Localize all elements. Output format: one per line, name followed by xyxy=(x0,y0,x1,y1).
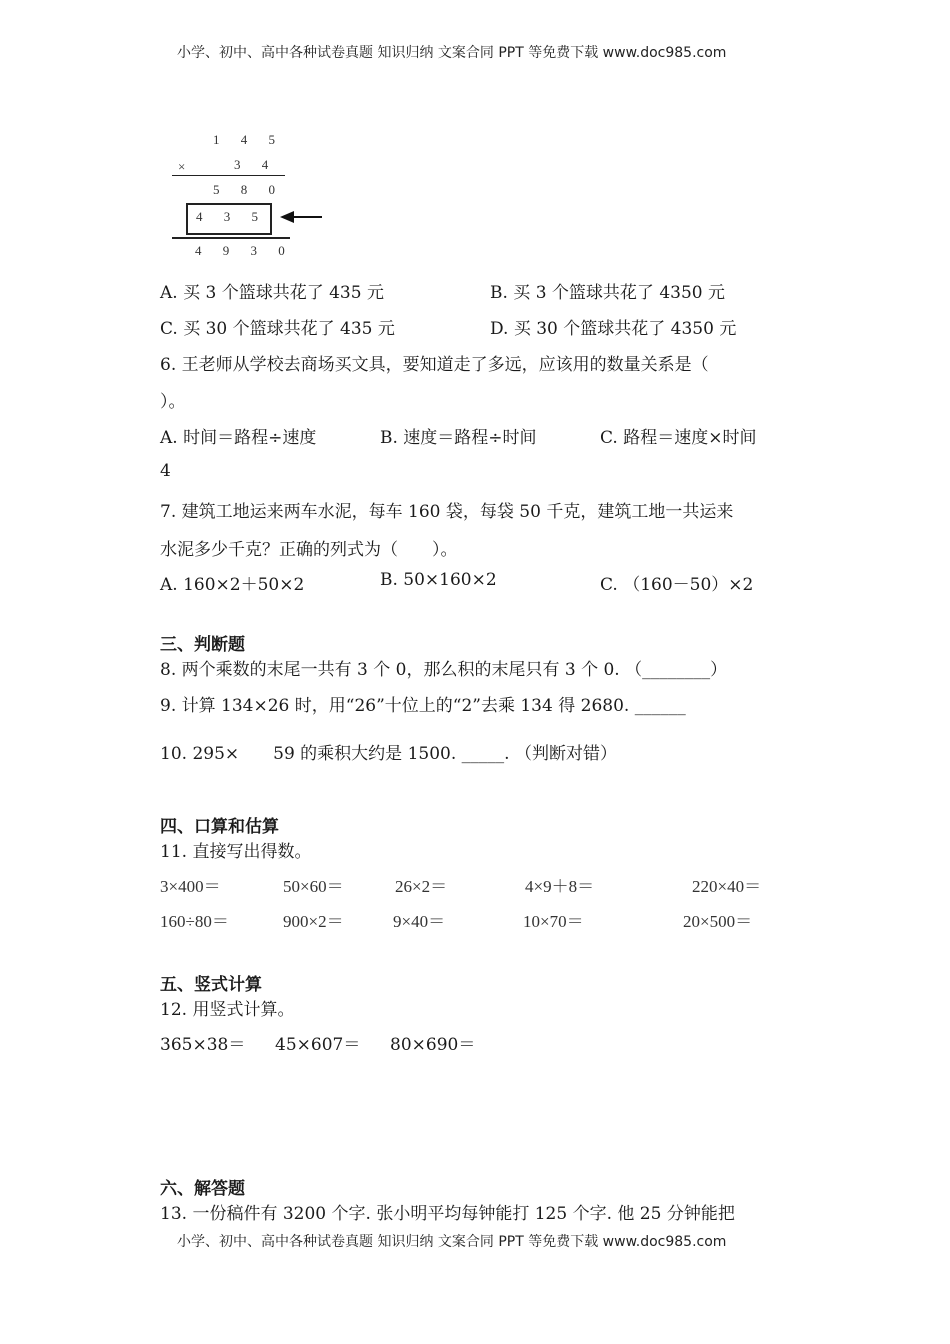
calc-partial-1: 5 8 0 xyxy=(213,182,284,197)
mental-item: 3×400＝ xyxy=(160,877,221,896)
q7-option-a: A. 160×2＋50×2 xyxy=(160,575,305,595)
mental-item: 10×70＝ xyxy=(523,912,584,931)
q6-option-c: C. 路程＝速度×时间 xyxy=(600,428,757,448)
q13-text: 13. 一份稿件有 3200 个字. 张小明平均每钟能打 125 个字. 他 25 分钟能把 xyxy=(160,1204,735,1224)
q10-text: 10. 295× 59 的乘积大约是 1500. _____. （判断对错） xyxy=(160,744,617,764)
q7-option-c: C. （160－50）×2 xyxy=(600,575,754,595)
q7-text-line1: 7. 建筑工地运来两车水泥，每车 160 袋，每袋 50 千克，建筑工地一共运来 xyxy=(160,502,734,522)
q5-option-b: B. 买 3 个篮球共花了 4350 元 xyxy=(490,283,725,303)
arrow-left-icon xyxy=(280,210,324,224)
section-title-vertical-calc: 五、竖式计算 xyxy=(160,975,262,995)
mental-item: 50×60＝ xyxy=(283,877,344,896)
calc-multiplicand: 1 4 5 xyxy=(213,132,284,147)
calc-product: 4 9 3 0 xyxy=(195,243,294,258)
calc-divider-1 xyxy=(172,175,285,176)
mental-item: 9×40＝ xyxy=(393,912,446,931)
mental-item: 900×2＝ xyxy=(283,912,344,931)
page-number: 4 xyxy=(160,461,171,481)
vertical-item: 365×38＝ xyxy=(160,1035,246,1055)
q8-text: 8. 两个乘数的末尾一共有 3 个 0，那么积的末尾只有 3 个 0. （________） xyxy=(160,660,728,680)
q5-option-d: D. 买 30 个篮球共花了 4350 元 xyxy=(490,319,737,339)
calc-multiplier: 3 4 xyxy=(234,157,278,172)
q9-text: 9. 计算 134×26 时，用“26”十位上的“2”去乘 134 得 2680. ______ xyxy=(160,696,686,716)
q5-option-a: A. 买 3 个篮球共花了 435 元 xyxy=(160,283,384,303)
page-header: 小学、初中、高中各种试卷真题 知识归纳 文案合同 PPT 等免费下载 www.doc985.com xyxy=(177,45,727,61)
section-title-mental-math: 四、口算和估算 xyxy=(160,817,279,837)
mental-item: 220×40＝ xyxy=(692,877,762,896)
vertical-item: 45×607＝ xyxy=(275,1035,361,1055)
vertical-item: 80×690＝ xyxy=(390,1035,476,1055)
mental-item: 4×9＋8＝ xyxy=(525,877,595,896)
mental-item: 26×2＝ xyxy=(395,877,448,896)
mental-item: 160÷80＝ xyxy=(160,912,229,931)
calc-partial-2: 4 3 5 xyxy=(196,209,267,224)
q6-option-a: A. 时间＝路程÷速度 xyxy=(160,428,317,448)
q6-text-line2: ）。 xyxy=(160,392,186,412)
page-footer: 小学、初中、高中各种试卷真题 知识归纳 文案合同 PPT 等免费下载 www.doc985.com xyxy=(177,1234,727,1250)
q6-option-b: B. 速度＝路程÷时间 xyxy=(380,428,537,448)
q7-text-line2: 水泥多少千克？正确的列式为（ ）。 xyxy=(160,540,458,560)
section-title-word-problems: 六、解答题 xyxy=(160,1179,245,1199)
calc-times-sign: × xyxy=(178,159,186,174)
q5-option-c: C. 买 30 个篮球共花了 435 元 xyxy=(160,319,395,339)
calc-divider-2 xyxy=(172,237,290,239)
q11-text: 11. 直接写出得数。 xyxy=(160,842,312,862)
q7-option-b: B. 50×160×2 xyxy=(380,570,497,590)
q12-text: 12. 用竖式计算。 xyxy=(160,1000,295,1020)
mental-item: 20×500＝ xyxy=(683,912,753,931)
section-title-judgement: 三、判断题 xyxy=(160,635,245,655)
q6-text-line1: 6. 王老师从学校去商场买文具，要知道走了多远，应该用的数量关系是（ xyxy=(160,355,709,375)
